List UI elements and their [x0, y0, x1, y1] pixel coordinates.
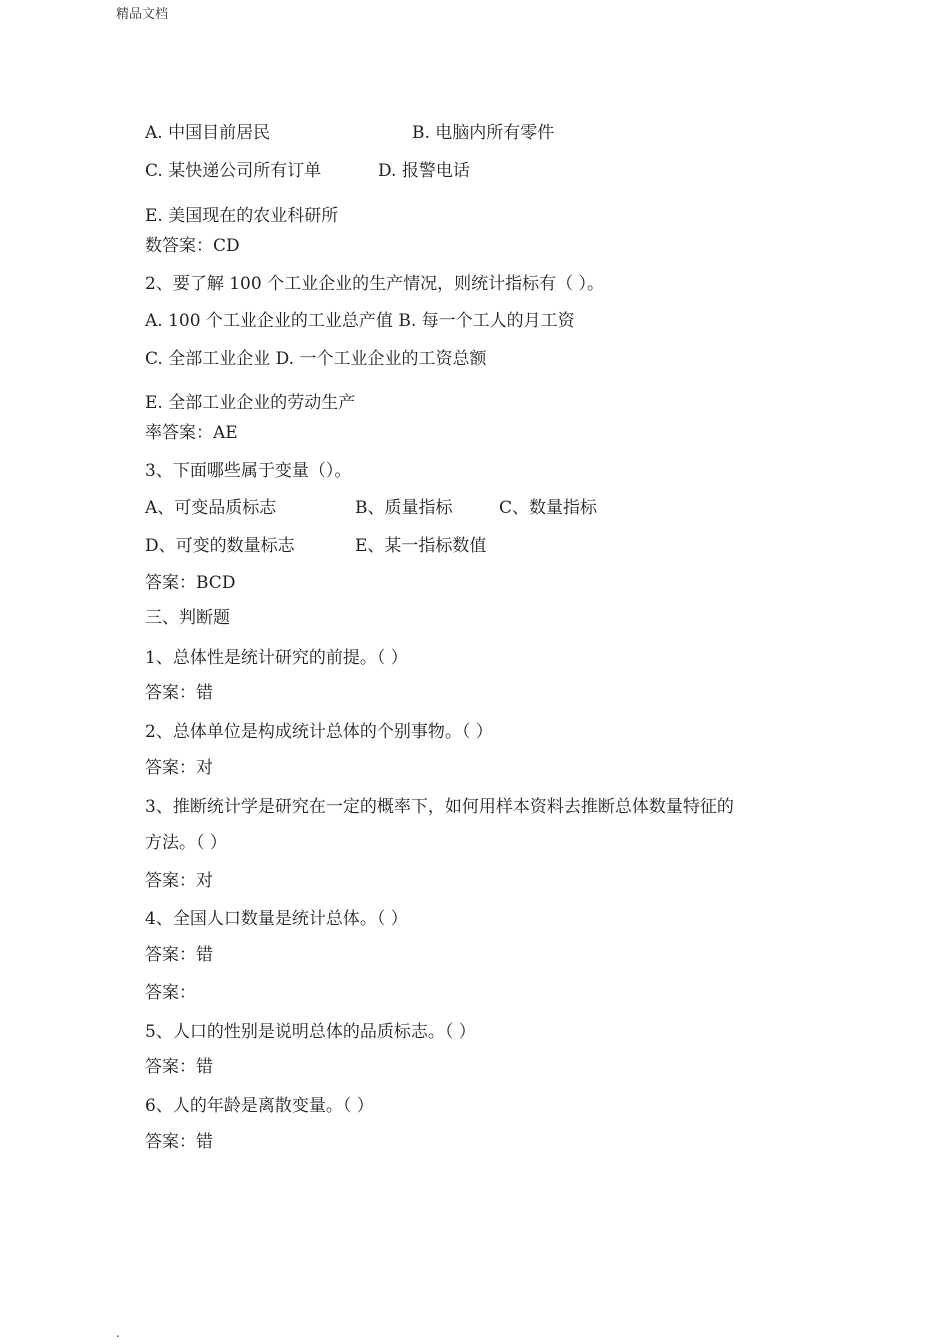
q2-options-ab: A. 100 个工业企业的工业总产值 B. 每一个工人的月工资	[145, 311, 575, 331]
tf5-question: 5、人口的性别是说明总体的品质标志。（ ）	[145, 1022, 476, 1042]
footer-mark: .	[116, 1326, 120, 1340]
q2-option-e: E. 全部工业企业的劳动生产	[145, 393, 356, 413]
q3-option-b: B、质量指标	[355, 498, 453, 518]
tf3-answer: 答案：对	[145, 871, 213, 891]
tf6-question: 6、人的年龄是离散变量。（ ）	[145, 1096, 374, 1116]
q1-option-d: D. 报警电话	[378, 161, 470, 181]
tf4-question: 4、全国人口数量是统计总体。（ ）	[145, 909, 408, 929]
q3-option-e: E、某一指标数值	[355, 536, 487, 556]
tf1-question: 1、总体性是统计研究的前提。（ ）	[145, 648, 408, 668]
q1-option-e: E. 美国现在的农业科研所	[145, 206, 339, 226]
q2-stem: 2、要了解 100 个工业企业的生产情况，则统计指标有（ ）。	[145, 274, 604, 294]
tf4-answer-extra: 答案：	[145, 983, 196, 1003]
q3-option-c: C、数量指标	[499, 498, 598, 518]
section-title-judgement: 三、判断题	[145, 608, 230, 628]
q1-option-b: B. 电脑内所有零件	[412, 123, 555, 143]
tf3-question-cont: 方法。（ ）	[145, 833, 227, 853]
q3-stem: 3、下面哪些属于变量（）。	[145, 461, 352, 481]
q3-answer: 答案：BCD	[145, 573, 236, 593]
q1-option-a: A. 中国目前居民	[145, 123, 271, 143]
q1-option-c: C. 某快递公司所有订单	[145, 161, 322, 181]
tf5-answer: 答案：错	[145, 1057, 213, 1077]
q3-option-d: D、可变的数量标志	[145, 536, 295, 556]
tf2-answer: 答案：对	[145, 758, 213, 778]
page-header: 精品文档	[116, 7, 169, 22]
q1-answer: 数答案：CD	[145, 236, 240, 256]
tf6-answer: 答案：错	[145, 1132, 213, 1152]
tf4-answer: 答案：错	[145, 945, 213, 965]
tf2-question: 2、总体单位是构成统计总体的个别事物。（ ）	[145, 722, 493, 742]
q3-option-a: A、可变品质标志	[145, 498, 277, 518]
tf1-answer: 答案：错	[145, 683, 213, 703]
q2-options-cd: C. 全部工业企业 D. 一个工业企业的工资总额	[145, 349, 487, 369]
tf3-question: 3、推断统计学是研究在一定的概率下，如何用样本资料去推断总体数量特征的	[145, 797, 734, 817]
q2-answer: 率答案：AE	[145, 423, 238, 443]
